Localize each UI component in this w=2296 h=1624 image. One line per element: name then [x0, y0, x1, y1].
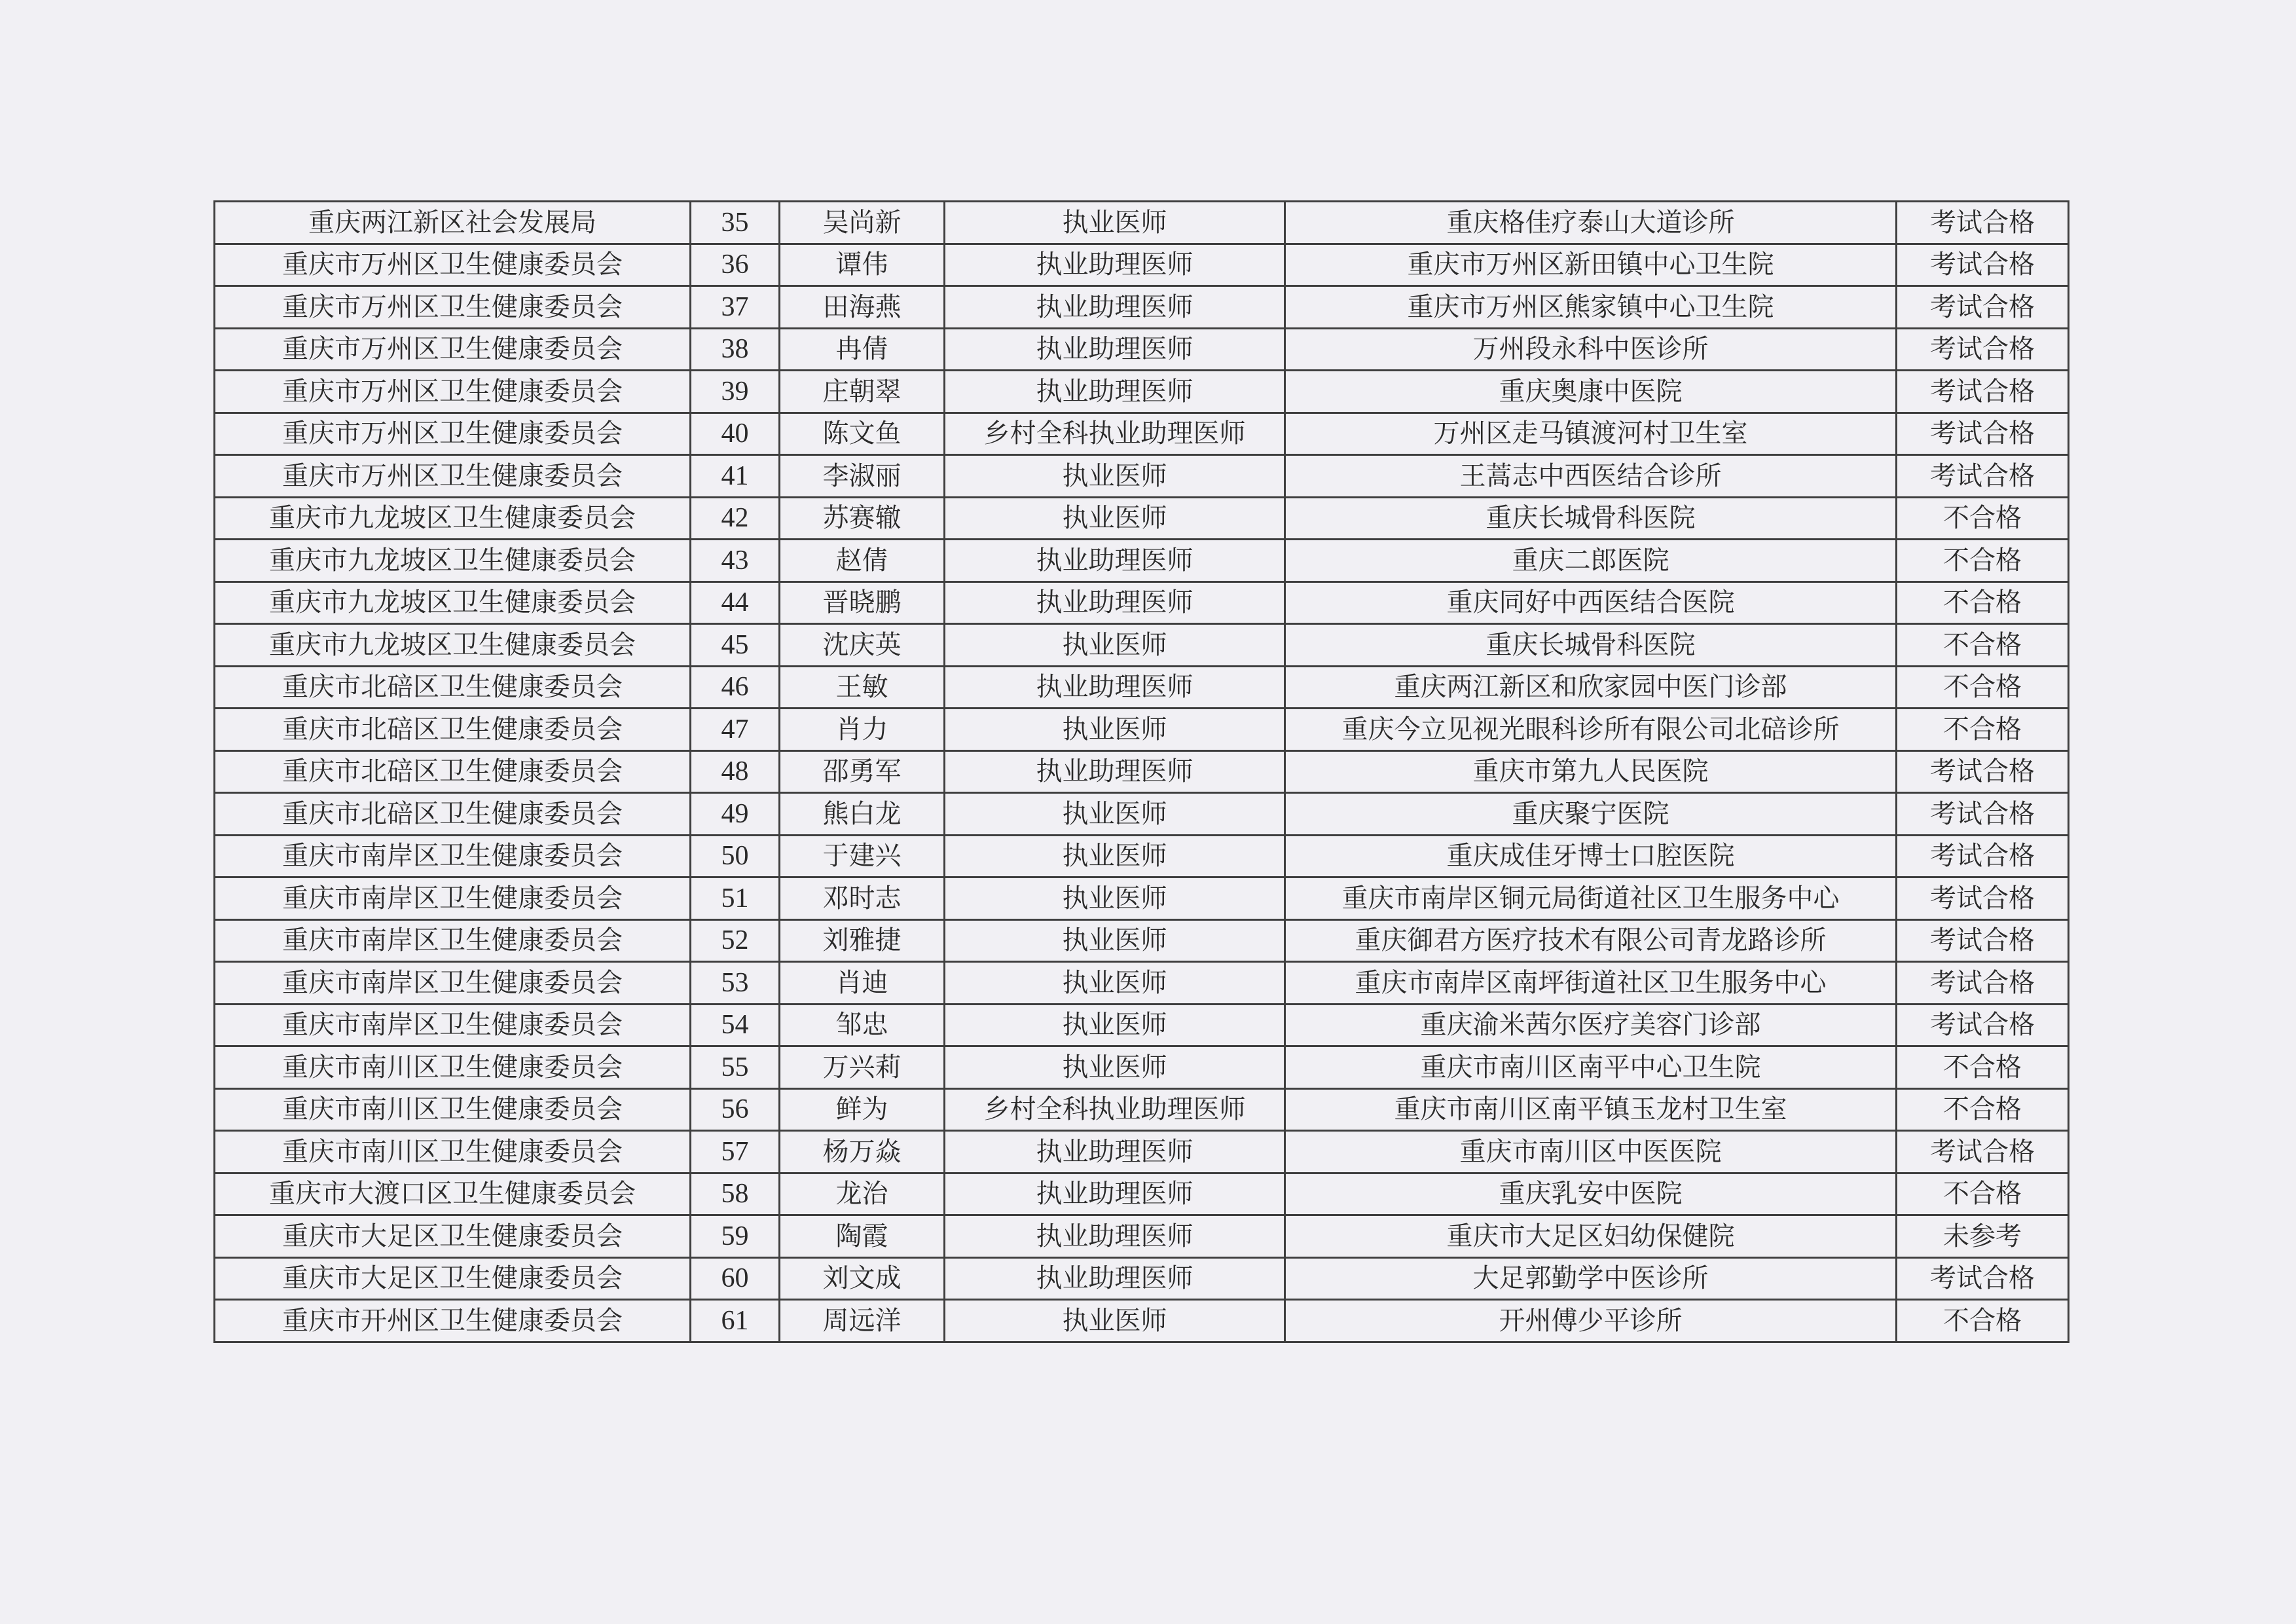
cell-person-name: 沈庆英	[780, 624, 945, 667]
cell-supervising-authority: 重庆市大渡口区卫生健康委员会	[215, 1173, 691, 1215]
cell-practice-type: 执业医师	[945, 1300, 1285, 1342]
cell-supervising-authority: 重庆两江新区社会发展局	[215, 202, 691, 244]
cell-supervising-authority: 重庆市大足区卫生健康委员会	[215, 1257, 691, 1300]
cell-serial-number: 45	[691, 624, 780, 667]
cell-exam-result: 考试合格	[1897, 962, 2069, 1005]
cell-person-name: 晋晓鹏	[780, 581, 945, 624]
table-row	[215, 581, 2069, 624]
cell-exam-result: 不合格	[1897, 1300, 2069, 1342]
cell-supervising-authority: 重庆市北碚区卫生健康委员会	[215, 793, 691, 836]
cell-institution: 万州段永科中医诊所	[1285, 328, 1897, 371]
table-row	[215, 1131, 2069, 1173]
cell-institution: 大足郭勤学中医诊所	[1285, 1257, 1897, 1300]
cell-practice-type: 执业助理医师	[945, 328, 1285, 371]
cell-practice-type: 执业医师	[945, 835, 1285, 877]
cell-supervising-authority: 重庆市北碚区卫生健康委员会	[215, 666, 691, 709]
cell-serial-number: 50	[691, 835, 780, 877]
cell-institution: 重庆市南岸区铜元局街道社区卫生服务中心	[1285, 877, 1897, 920]
cell-practice-type: 执业医师	[945, 919, 1285, 962]
table-row	[215, 455, 2069, 498]
cell-person-name: 邓时志	[780, 877, 945, 920]
cell-supervising-authority: 重庆市南岸区卫生健康委员会	[215, 877, 691, 920]
table-row	[215, 877, 2069, 920]
cell-institution: 重庆市南川区南平中心卫生院	[1285, 1046, 1897, 1089]
cell-exam-result: 考试合格	[1897, 750, 2069, 793]
cell-practice-type: 执业医师	[945, 497, 1285, 540]
cell-serial-number: 55	[691, 1046, 780, 1089]
cell-practice-type: 执业医师	[945, 1046, 1285, 1089]
cell-practice-type: 执业医师	[945, 709, 1285, 751]
cell-practice-type: 执业助理医师	[945, 371, 1285, 413]
cell-institution: 重庆市第九人民医院	[1285, 750, 1897, 793]
cell-person-name: 苏赛辙	[780, 497, 945, 540]
cell-institution: 重庆市万州区熊家镇中心卫生院	[1285, 286, 1897, 329]
cell-person-name: 谭伟	[780, 244, 945, 286]
cell-exam-result: 考试合格	[1897, 202, 2069, 244]
table-row	[215, 666, 2069, 709]
cell-exam-result: 不合格	[1897, 1088, 2069, 1131]
cell-person-name: 陈文鱼	[780, 413, 945, 455]
cell-serial-number: 37	[691, 286, 780, 329]
cell-supervising-authority: 重庆市南岸区卫生健康委员会	[215, 835, 691, 877]
cell-exam-result: 考试合格	[1897, 244, 2069, 286]
table-row	[215, 1257, 2069, 1300]
cell-person-name: 邵勇军	[780, 750, 945, 793]
cell-supervising-authority: 重庆市九龙坡区卫生健康委员会	[215, 497, 691, 540]
cell-serial-number: 46	[691, 666, 780, 709]
cell-institution: 重庆长城骨科医院	[1285, 624, 1897, 667]
cell-person-name: 熊白龙	[780, 793, 945, 836]
cell-exam-result: 考试合格	[1897, 877, 2069, 920]
cell-serial-number: 36	[691, 244, 780, 286]
table-row	[215, 1046, 2069, 1089]
cell-supervising-authority: 重庆市北碚区卫生健康委员会	[215, 709, 691, 751]
cell-exam-result: 考试合格	[1897, 455, 2069, 498]
cell-person-name: 万兴莉	[780, 1046, 945, 1089]
cell-serial-number: 56	[691, 1088, 780, 1131]
results-table	[213, 200, 2069, 1343]
cell-exam-result: 考试合格	[1897, 919, 2069, 962]
cell-institution: 重庆市南川区中医医院	[1285, 1131, 1897, 1173]
cell-exam-result: 未参考	[1897, 1215, 2069, 1258]
cell-exam-result: 不合格	[1897, 666, 2069, 709]
cell-exam-result: 不合格	[1897, 624, 2069, 667]
cell-practice-type: 执业医师	[945, 455, 1285, 498]
cell-exam-result: 考试合格	[1897, 371, 2069, 413]
cell-serial-number: 59	[691, 1215, 780, 1258]
cell-serial-number: 41	[691, 455, 780, 498]
cell-practice-type: 执业助理医师	[945, 1173, 1285, 1215]
cell-supervising-authority: 重庆市万州区卫生健康委员会	[215, 286, 691, 329]
cell-exam-result: 考试合格	[1897, 328, 2069, 371]
cell-serial-number: 40	[691, 413, 780, 455]
cell-institution: 开州傅少平诊所	[1285, 1300, 1897, 1342]
cell-serial-number: 51	[691, 877, 780, 920]
cell-serial-number: 42	[691, 497, 780, 540]
table-row	[215, 1215, 2069, 1258]
cell-practice-type: 执业助理医师	[945, 286, 1285, 329]
cell-person-name: 田海燕	[780, 286, 945, 329]
cell-person-name: 庄朝翠	[780, 371, 945, 413]
table-row	[215, 1004, 2069, 1046]
cell-supervising-authority: 重庆市万州区卫生健康委员会	[215, 371, 691, 413]
cell-serial-number: 44	[691, 581, 780, 624]
cell-practice-type: 执业助理医师	[945, 1131, 1285, 1173]
cell-practice-type: 乡村全科执业助理医师	[945, 413, 1285, 455]
cell-institution: 重庆市大足区妇幼保健院	[1285, 1215, 1897, 1258]
cell-practice-type: 执业医师	[945, 624, 1285, 667]
cell-person-name: 王敏	[780, 666, 945, 709]
cell-institution: 重庆市南岸区南坪街道社区卫生服务中心	[1285, 962, 1897, 1005]
cell-person-name: 肖迪	[780, 962, 945, 1005]
cell-serial-number: 43	[691, 540, 780, 582]
cell-institution: 重庆奥康中医院	[1285, 371, 1897, 413]
cell-exam-result: 不合格	[1897, 1046, 2069, 1089]
cell-serial-number: 61	[691, 1300, 780, 1342]
table-row	[215, 497, 2069, 540]
table-row	[215, 1088, 2069, 1131]
cell-serial-number: 35	[691, 202, 780, 244]
cell-exam-result: 不合格	[1897, 540, 2069, 582]
cell-person-name: 龙治	[780, 1173, 945, 1215]
cell-serial-number: 54	[691, 1004, 780, 1046]
cell-exam-result: 考试合格	[1897, 793, 2069, 836]
cell-practice-type: 执业助理医师	[945, 750, 1285, 793]
table-row	[215, 202, 2069, 244]
cell-supervising-authority: 重庆市九龙坡区卫生健康委员会	[215, 540, 691, 582]
cell-supervising-authority: 重庆市南岸区卫生健康委员会	[215, 1004, 691, 1046]
cell-practice-type: 执业助理医师	[945, 1257, 1285, 1300]
cell-person-name: 邹忠	[780, 1004, 945, 1046]
cell-practice-type: 执业助理医师	[945, 581, 1285, 624]
cell-serial-number: 58	[691, 1173, 780, 1215]
table-row	[215, 835, 2069, 877]
cell-person-name: 刘雅捷	[780, 919, 945, 962]
cell-person-name: 杨万焱	[780, 1131, 945, 1173]
table-row	[215, 371, 2069, 413]
cell-practice-type: 执业助理医师	[945, 244, 1285, 286]
cell-exam-result: 不合格	[1897, 497, 2069, 540]
cell-institution: 重庆同好中西医结合医院	[1285, 581, 1897, 624]
cell-serial-number: 49	[691, 793, 780, 836]
cell-practice-type: 执业医师	[945, 962, 1285, 1005]
cell-institution: 重庆二郎医院	[1285, 540, 1897, 582]
cell-institution: 重庆市万州区新田镇中心卫生院	[1285, 244, 1897, 286]
cell-practice-type: 执业医师	[945, 793, 1285, 836]
table-row	[215, 1300, 2069, 1342]
cell-exam-result: 考试合格	[1897, 1131, 2069, 1173]
cell-practice-type: 执业医师	[945, 877, 1285, 920]
table-row	[215, 286, 2069, 329]
cell-exam-result: 不合格	[1897, 581, 2069, 624]
cell-exam-result: 考试合格	[1897, 1004, 2069, 1046]
table-row	[215, 540, 2069, 582]
cell-exam-result: 不合格	[1897, 709, 2069, 751]
cell-person-name: 鲜为	[780, 1088, 945, 1131]
cell-institution: 重庆御君方医疗技术有限公司青龙路诊所	[1285, 919, 1897, 962]
cell-institution: 重庆长城骨科医院	[1285, 497, 1897, 540]
cell-serial-number: 47	[691, 709, 780, 751]
cell-institution: 重庆今立见视光眼科诊所有限公司北碚诊所	[1285, 709, 1897, 751]
table-row	[215, 624, 2069, 667]
cell-supervising-authority: 重庆市大足区卫生健康委员会	[215, 1215, 691, 1258]
cell-person-name: 周远洋	[780, 1300, 945, 1342]
table-row	[215, 750, 2069, 793]
cell-person-name: 赵倩	[780, 540, 945, 582]
cell-practice-type: 执业医师	[945, 202, 1285, 244]
cell-exam-result: 考试合格	[1897, 1257, 2069, 1300]
cell-practice-type: 执业医师	[945, 1004, 1285, 1046]
table-row	[215, 962, 2069, 1005]
cell-supervising-authority: 重庆市九龙坡区卫生健康委员会	[215, 581, 691, 624]
cell-supervising-authority: 重庆市南川区卫生健康委员会	[215, 1046, 691, 1089]
cell-serial-number: 38	[691, 328, 780, 371]
cell-person-name: 吴尚新	[780, 202, 945, 244]
cell-serial-number: 52	[691, 919, 780, 962]
cell-serial-number: 53	[691, 962, 780, 1005]
table-row	[215, 1173, 2069, 1215]
cell-institution: 重庆格佳疗泰山大道诊所	[1285, 202, 1897, 244]
cell-supervising-authority: 重庆市万州区卫生健康委员会	[215, 413, 691, 455]
cell-serial-number: 60	[691, 1257, 780, 1300]
cell-institution: 重庆渝米茜尔医疗美容门诊部	[1285, 1004, 1897, 1046]
results-table-body	[215, 202, 2069, 1342]
cell-serial-number: 57	[691, 1131, 780, 1173]
cell-person-name: 于建兴	[780, 835, 945, 877]
cell-supervising-authority: 重庆市万州区卫生健康委员会	[215, 455, 691, 498]
cell-institution: 重庆成佳牙博士口腔医院	[1285, 835, 1897, 877]
cell-practice-type: 执业助理医师	[945, 540, 1285, 582]
cell-exam-result: 考试合格	[1897, 413, 2069, 455]
cell-institution: 重庆聚宁医院	[1285, 793, 1897, 836]
cell-institution: 万州区走马镇渡河村卫生室	[1285, 413, 1897, 455]
cell-practice-type: 乡村全科执业助理医师	[945, 1088, 1285, 1131]
cell-institution: 重庆两江新区和欣家园中医门诊部	[1285, 666, 1897, 709]
cell-supervising-authority: 重庆市万州区卫生健康委员会	[215, 328, 691, 371]
table-row	[215, 328, 2069, 371]
cell-supervising-authority: 重庆市南岸区卫生健康委员会	[215, 962, 691, 1005]
table-row	[215, 919, 2069, 962]
cell-supervising-authority: 重庆市南川区卫生健康委员会	[215, 1088, 691, 1131]
cell-supervising-authority: 重庆市万州区卫生健康委员会	[215, 244, 691, 286]
cell-supervising-authority: 重庆市南岸区卫生健康委员会	[215, 919, 691, 962]
table-row	[215, 244, 2069, 286]
cell-supervising-authority: 重庆市开州区卫生健康委员会	[215, 1300, 691, 1342]
cell-exam-result: 考试合格	[1897, 286, 2069, 329]
cell-serial-number: 39	[691, 371, 780, 413]
cell-person-name: 肖力	[780, 709, 945, 751]
table-row	[215, 793, 2069, 836]
cell-serial-number: 48	[691, 750, 780, 793]
table-row	[215, 413, 2069, 455]
cell-person-name: 冉倩	[780, 328, 945, 371]
cell-person-name: 李淑丽	[780, 455, 945, 498]
cell-person-name: 陶霞	[780, 1215, 945, 1258]
cell-supervising-authority: 重庆市九龙坡区卫生健康委员会	[215, 624, 691, 667]
cell-supervising-authority: 重庆市北碚区卫生健康委员会	[215, 750, 691, 793]
cell-person-name: 刘文成	[780, 1257, 945, 1300]
cell-institution: 重庆乳安中医院	[1285, 1173, 1897, 1215]
cell-institution: 重庆市南川区南平镇玉龙村卫生室	[1285, 1088, 1897, 1131]
cell-supervising-authority: 重庆市南川区卫生健康委员会	[215, 1131, 691, 1173]
cell-practice-type: 执业助理医师	[945, 666, 1285, 709]
table-row	[215, 709, 2069, 751]
cell-institution: 王蒿志中西医结合诊所	[1285, 455, 1897, 498]
cell-exam-result: 不合格	[1897, 1173, 2069, 1215]
cell-exam-result: 考试合格	[1897, 835, 2069, 877]
cell-practice-type: 执业助理医师	[945, 1215, 1285, 1258]
